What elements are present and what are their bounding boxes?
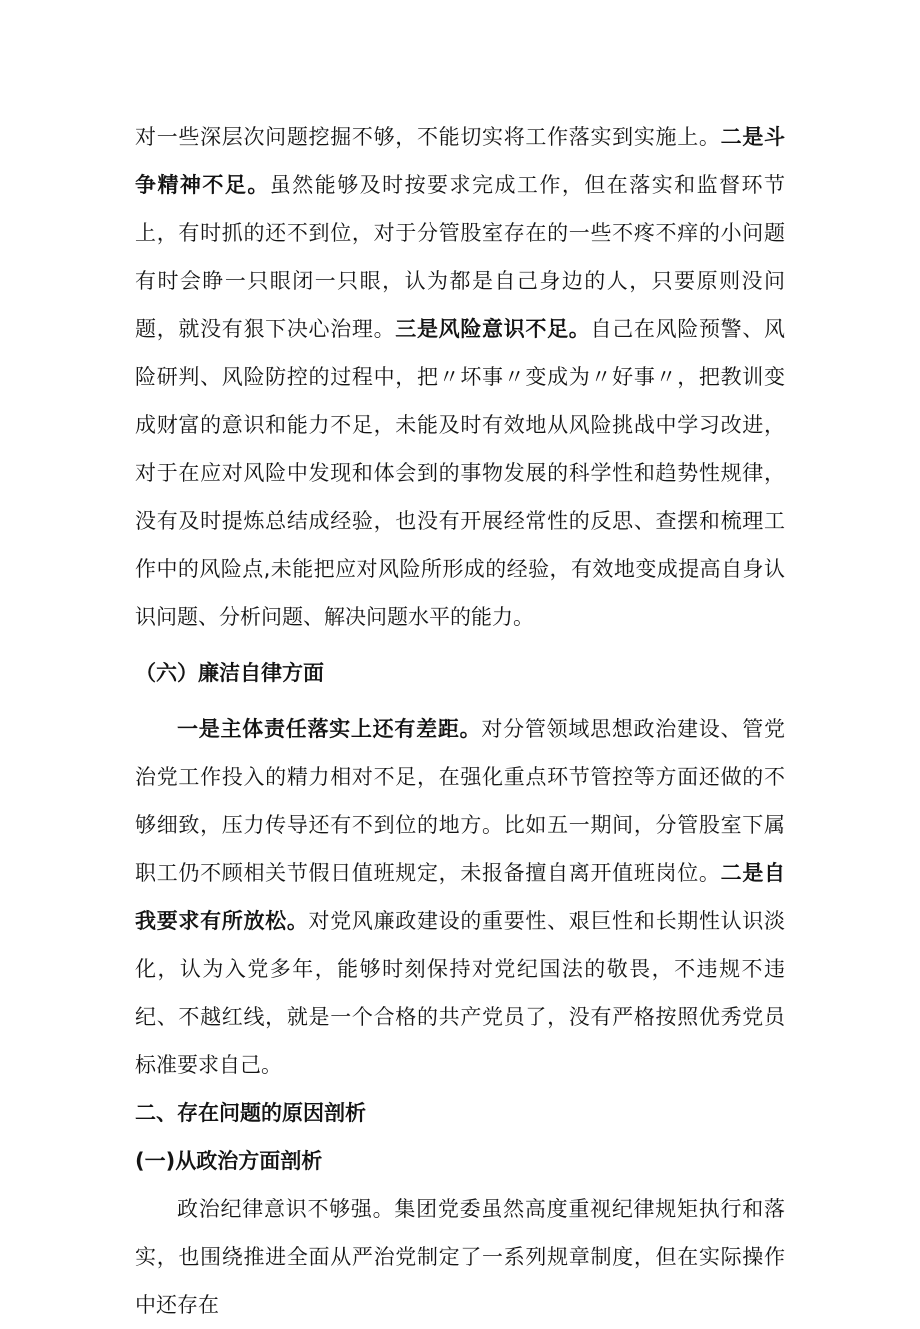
subsection-heading-political: (一)从政治方面剖析: [135, 1149, 323, 1173]
paragraph-text: 虽然能够及时按要求完成工作，但在落实和监督环节上，有时抓的还不到位，对于分管股室存在的一些不疼不痒的小问题有时会睁一只眼闭一只眼，认为都是自己身边的人，只要原则没问题，就没有狠下决心治理。: [135, 173, 786, 341]
bold-point-risk-awareness: 三是风险意识不足。: [395, 317, 591, 341]
paragraph-text: 对分管领域思想政治建设、管党治党工作投入的精力相对不足，在强化重点环节管控等方面还做的不够细致，压力传导还有不到位的地方。比如五一期间，分管股室下属职工仍不顾相关节假日值班规定，未报备擅自离开值班岗位。: [135, 717, 786, 885]
bold-point-self-requirement: 二是自我要求有所放松。: [135, 861, 786, 933]
paragraph-text: 政治纪律意识不够强。集团党委虽然高度重视纪律规矩执行和落实，也围绕推进全面从严治党制定了一系列规章制度，但在实际操作中还存在: [135, 1197, 785, 1317]
paragraph-text: 对党风廉政建设的重要性、艰巨性和长期性认识淡化，认为入党多年，能够时刻保持对党纪国法的敬畏，不违规不违纪、不越红线，就是一个合格的共产党员了，没有严格按照优秀党员标准要求自己。: [135, 909, 786, 1077]
paragraph-text: 对一些深层次问题挖掘不够，不能切实将工作落实到实施上。: [135, 125, 721, 149]
paragraph-text: 自己在风险预警、风险研判、风险防控的过程中，把〃坏事〃变成为〃好事〃，把教训变成财富的意识和能力不足，未能及时有效地从风险挑战中学习改进，对于在应对风险中发现和体会到的事物发展的科学性和趋势性规律，没有及时提炼总结成经验，也没有开展经常性的反思、查摆和梳理工作中的风险点,未能把应对风险所形成的经验，有效地变成提高自身认识问题、分析问题、解决问题水平的能力。: [135, 317, 786, 629]
section-heading-cause-analysis: 二、存在问题的原因剖析: [135, 1101, 366, 1125]
section-heading-integrity: （六）廉洁自律方面: [135, 661, 324, 685]
paragraph-political-discipline: [135, 1185, 785, 1329]
paragraph-integrity: [135, 705, 785, 1089]
paragraph-risk-awareness: [135, 113, 785, 641]
bold-point-main-responsibility: 一是主体责任落实上还有差距。: [177, 717, 482, 741]
bold-point-fighting-spirit: 二是斗争精神不足。: [135, 125, 786, 197]
document-body: [135, 113, 785, 1329]
